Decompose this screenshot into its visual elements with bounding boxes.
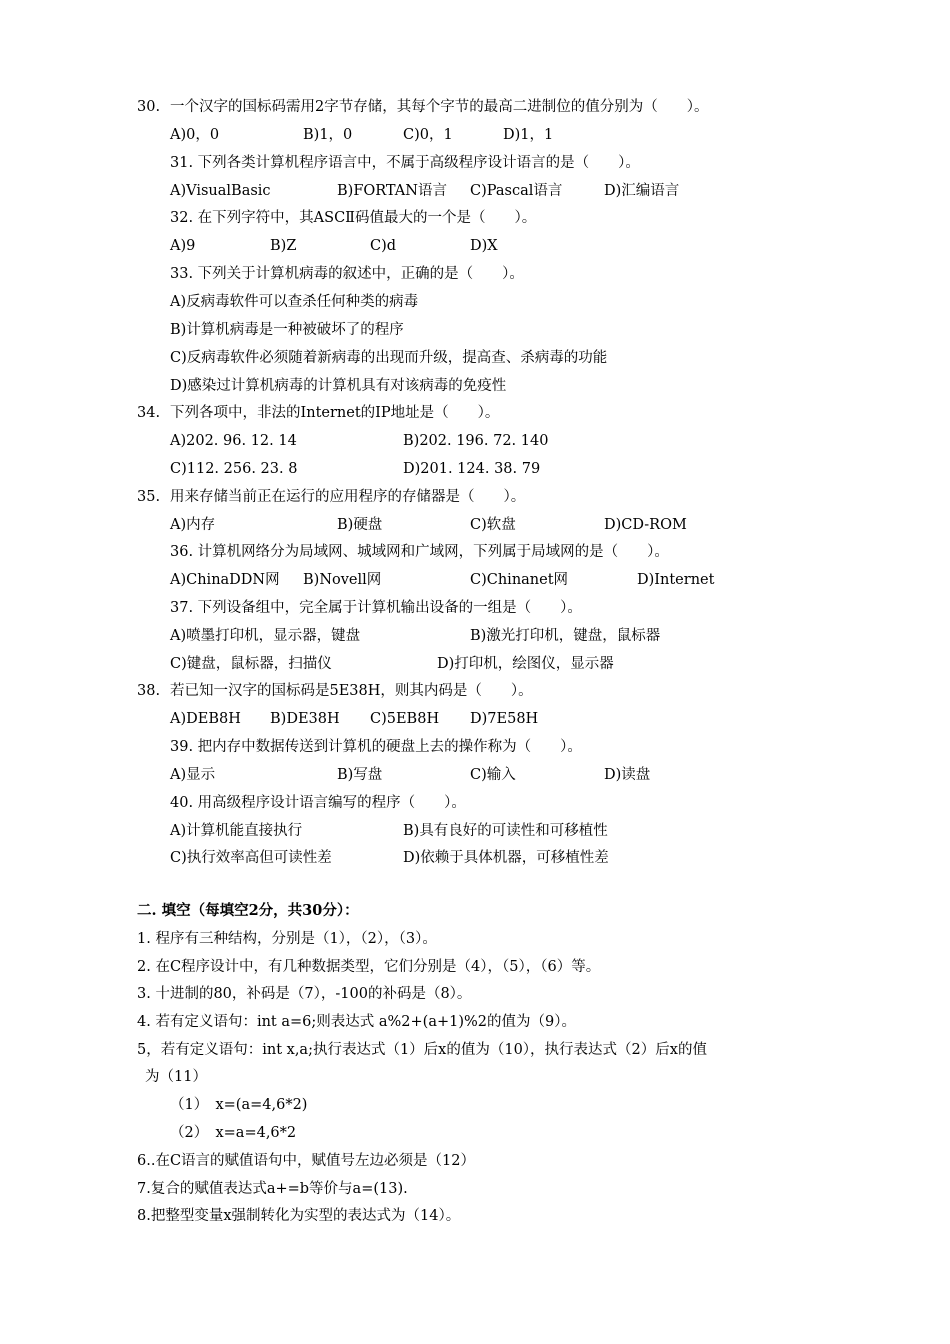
option: A)喷墨打印机，显示器，键盘 bbox=[170, 628, 361, 644]
fill-line: 1. 程序有三种结构，分别是（1），（2），（3）。 bbox=[137, 931, 437, 947]
fill-line: 6..在C语言的赋值语句中，赋值号左边必须是（12） bbox=[137, 1153, 475, 1169]
option: A)202. 96. 12. 14 bbox=[170, 433, 297, 449]
fill-line: （1） x=(a=4,6*2) bbox=[170, 1097, 308, 1113]
option: B)激光打印机，键盘，鼠标器 bbox=[470, 628, 661, 644]
option: B)202. 196. 72. 140 bbox=[403, 433, 549, 449]
fill-line: 7.复合的赋值表达式a+=b等价与a=(13). bbox=[137, 1181, 408, 1197]
option: A)内存 bbox=[170, 517, 216, 533]
question-40-text: 40. 用高级程序设计语言编写的程序（ ）。 bbox=[170, 795, 466, 811]
question-30-text: 一个汉字的国标码需用2字节存储，其每个字节的最高二进制位的值分别为（ ）。 bbox=[170, 99, 709, 115]
fill-line: 5，若有定义语句：int x,a;执行表达式（1）后x的值为（10），执行表达式（2）后x的值 bbox=[137, 1042, 707, 1058]
question-39-text: 39. 把内存中数据传送到计算机的硬盘上去的操作称为（ ）。 bbox=[170, 739, 582, 755]
option: D)打印机，绘图仪，显示器 bbox=[437, 656, 614, 672]
question-31-text: 31. 下列各类计算机程序语言中，不属于高级程序设计语言的是（ ）。 bbox=[170, 155, 640, 171]
option: D)X bbox=[470, 238, 498, 254]
option: C)5EB8H bbox=[370, 711, 440, 727]
option: A)ChinaDDN网 bbox=[170, 572, 280, 588]
question-33-text: 33. 下列关于计算机病毒的叙述中，正确的是（ ）。 bbox=[170, 266, 524, 282]
option: D)感染过计算机病毒的计算机具有对该病毒的免疫性 bbox=[170, 378, 507, 394]
option: A)显示 bbox=[170, 767, 216, 783]
option: D)读盘 bbox=[604, 767, 651, 783]
option: B)Z bbox=[270, 238, 297, 254]
option: B)Novell网 bbox=[303, 572, 382, 588]
option: D)CD-ROM bbox=[604, 517, 687, 533]
question-38-number: 38. bbox=[137, 683, 161, 699]
option: C)0，1 bbox=[403, 127, 453, 143]
option: C)Pascal语言 bbox=[470, 183, 563, 199]
fill-line: 3. 十进制的80，补码是（7），-100的补码是（8）。 bbox=[137, 986, 472, 1002]
fill-line: 8.把整型变量x强制转化为实型的表达式为（14）。 bbox=[137, 1208, 461, 1224]
fill-line: （2） x=a=4,6*2 bbox=[170, 1125, 297, 1141]
option: A)VisualBasic bbox=[170, 183, 271, 199]
option: D)Internet bbox=[637, 572, 715, 588]
option: C)键盘，鼠标器，扫描仪 bbox=[170, 656, 332, 672]
question-38-text: 若已知一汉字的国标码是5E38H，则其内码是（ ）。 bbox=[170, 683, 533, 699]
question-35-text: 用来存储当前正在运行的应用程序的存储器是（ ）。 bbox=[170, 489, 526, 505]
option: A)DEB8H bbox=[170, 711, 241, 727]
option: D)1，1 bbox=[503, 127, 554, 143]
section-2-heading: 二. 填空（每填空2分，共30分）： bbox=[137, 902, 359, 919]
question-32-text: 32. 在下列字符中，其ASCⅡ码值最大的一个是（ ）。 bbox=[170, 210, 537, 226]
option: C)112. 256. 23. 8 bbox=[170, 461, 298, 477]
option: D)依赖于具体机器，可移植性差 bbox=[403, 850, 609, 866]
question-34-number: 34. bbox=[137, 405, 161, 421]
fill-line: 为（11） bbox=[145, 1069, 207, 1085]
option: C)软盘 bbox=[470, 517, 516, 533]
question-37-text: 37. 下列设备组中，完全属于计算机输出设备的一组是（ ）。 bbox=[170, 600, 582, 616]
option: B)写盘 bbox=[337, 767, 383, 783]
question-34-text: 下列各项中，非法的Internet的IP地址是（ ）。 bbox=[170, 405, 500, 421]
option: A)0，0 bbox=[170, 127, 220, 143]
option: A)9 bbox=[170, 238, 196, 254]
option: C)反病毒软件必须随着新病毒的出现而升级，提高查、杀病毒的功能 bbox=[170, 350, 608, 366]
option: C)执行效率高但可读性差 bbox=[170, 850, 332, 866]
question-35-number: 35. bbox=[137, 489, 161, 505]
option: B)FORTAN语言 bbox=[337, 183, 447, 199]
option: C)Chinanet网 bbox=[470, 572, 569, 588]
option: B)硬盘 bbox=[337, 517, 383, 533]
question-36-text: 36. 计算机网络分为局域网、城域网和广域网，下列属于局域网的是（ ）。 bbox=[170, 544, 669, 560]
option: D)7E58H bbox=[470, 711, 539, 727]
option: B)1，0 bbox=[303, 127, 353, 143]
option: B)DE38H bbox=[270, 711, 340, 727]
fill-line: 2. 在C程序设计中，有几种数据类型，它们分别是（4），（5），（6）等。 bbox=[137, 959, 601, 975]
option: D)汇编语言 bbox=[604, 183, 680, 199]
option: C)输入 bbox=[470, 767, 516, 783]
question-30-number: 30. bbox=[137, 99, 161, 115]
option: C)d bbox=[370, 238, 397, 254]
option: A)反病毒软件可以查杀任何种类的病毒 bbox=[170, 294, 419, 310]
option: B)具有良好的可读性和可移植性 bbox=[403, 823, 608, 839]
option: B)计算机病毒是一种被破坏了的程序 bbox=[170, 322, 404, 338]
fill-line: 4. 若有定义语句：int a=6;则表达式 a%2+(a+1)%2的值为（9）。 bbox=[137, 1014, 576, 1030]
option: A)计算机能直接执行 bbox=[170, 823, 303, 839]
option: D)201. 124. 38. 79 bbox=[403, 461, 541, 477]
